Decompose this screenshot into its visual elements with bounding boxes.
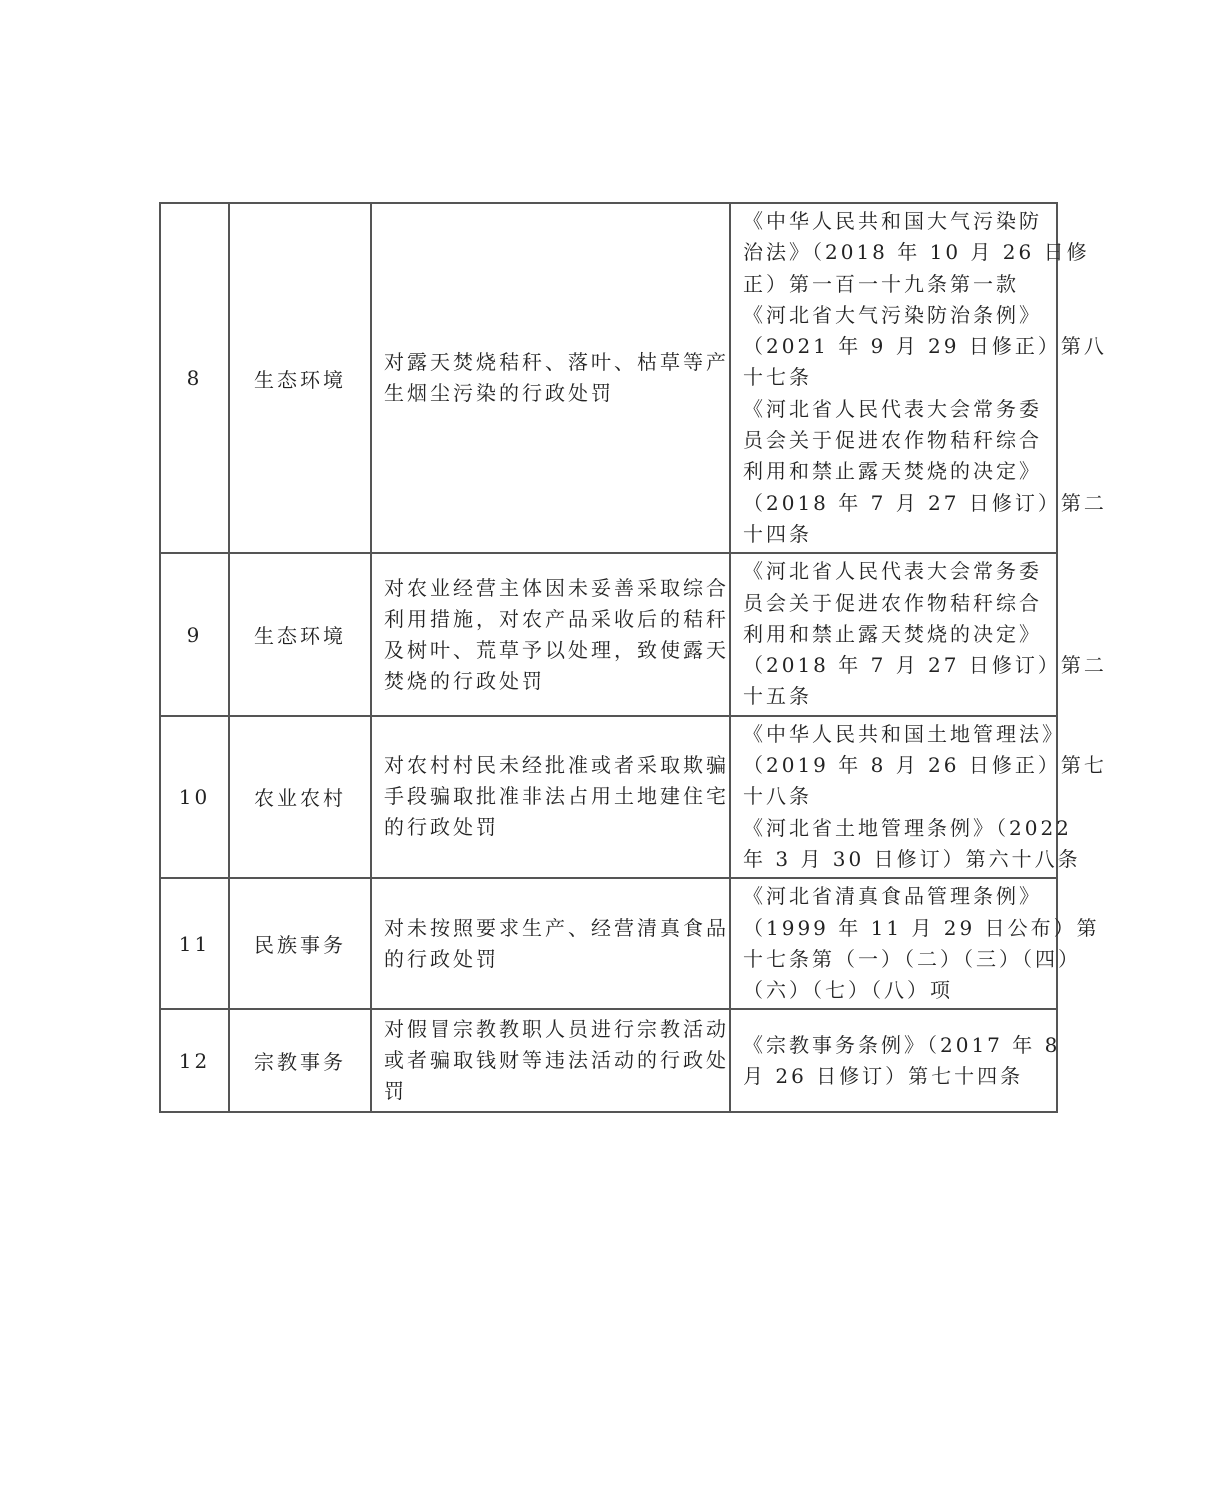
description-line: 的行政处罚	[384, 946, 499, 971]
row-number: 12	[160, 1009, 229, 1112]
legal-basis-cell	[730, 878, 1100, 1009]
legal-basis-cell	[730, 553, 1107, 715]
description-line: 及树叶、荒草予以处理，致使露天	[384, 637, 729, 662]
row-number: 8	[160, 203, 229, 553]
basis-line: 利用和禁止露天焚烧的决定》	[743, 459, 1042, 484]
row-number: 9	[160, 553, 229, 715]
description-cell	[371, 878, 730, 1009]
description-line: 对农村村民未经批准或者采取欺骗	[384, 753, 729, 778]
basis-line: （2018 年 7 月 27 日修订）第二	[743, 490, 1107, 515]
basis-line: （2019 年 8 月 26 日修正）第七	[743, 753, 1107, 778]
legal-basis-cell	[730, 716, 1107, 878]
basis-line: 《宗教事务条例》（2017 年 8	[743, 1032, 1061, 1057]
basis-line: 利用和禁止露天焚烧的决定》	[743, 621, 1042, 646]
description-line: 的行政处罚	[384, 815, 499, 840]
description-cell	[371, 1009, 730, 1112]
category-cell: 生态环境	[229, 553, 371, 715]
category-cell: 生态环境	[229, 203, 371, 553]
basis-line: 十七条第（一）（二）（三）（四）	[743, 946, 1081, 971]
basis-line: 十四条	[743, 521, 812, 546]
basis-line: （六）（七）（八）项	[743, 978, 953, 1003]
table-row	[160, 878, 1057, 1009]
description-line: 手段骗取批准非法占用土地建住宅	[384, 784, 729, 809]
basis-line: 《中华人民共和国土地管理法》	[743, 721, 1065, 746]
penalty-table	[159, 202, 1107, 1113]
basis-line: 《河北省清真食品管理条例》	[743, 884, 1042, 909]
basis-line: 十八条	[743, 784, 812, 809]
description-line: 对农业经营主体因未妥善采取综合	[384, 575, 729, 600]
description-line: 利用措施，对农产品采收后的秸秆	[384, 606, 729, 631]
description-line: 罚	[384, 1079, 407, 1104]
row-number: 11	[160, 878, 229, 1009]
description-line: 对假冒宗教教职人员进行宗教活动	[384, 1017, 729, 1042]
category-cell: 民族事务	[229, 878, 371, 1009]
description-line: 生烟尘污染的行政处罚	[384, 381, 614, 406]
table-row	[160, 203, 1057, 553]
description-cell	[371, 553, 730, 715]
basis-line: 《河北省土地管理条例》（2022	[743, 815, 1072, 840]
legal-basis-cell	[730, 1009, 1061, 1112]
basis-line: 十五条	[743, 684, 812, 709]
description-line: 或者骗取钱财等违法活动的行政处	[384, 1048, 729, 1073]
description-line: 焚烧的行政处罚	[384, 668, 545, 693]
category-cell: 宗教事务	[229, 1009, 371, 1112]
basis-line: （2018 年 7 月 27 日修订）第二	[743, 653, 1107, 678]
basis-line: 年 3 月 30 日修订）第六十八条	[743, 846, 1081, 871]
description-line: 对未按照要求生产、经营清真食品	[384, 915, 729, 940]
basis-line: 正）第一百一十九条第一款	[743, 271, 1019, 296]
basis-line: 月 26 日修订）第七十四条	[743, 1063, 1024, 1088]
description-cell	[371, 716, 730, 878]
row-number: 10	[160, 716, 229, 878]
basis-line: 治法》（2018 年 10 月 26 日修	[743, 240, 1090, 265]
table-row	[160, 716, 1057, 878]
category-cell: 农业农村	[229, 716, 371, 878]
legal-basis-cell	[730, 203, 1107, 553]
basis-line: 《河北省大气污染防治条例》	[743, 302, 1042, 327]
basis-line: 《河北省人民代表大会常务委	[743, 396, 1042, 421]
basis-line: 《河北省人民代表大会常务委	[743, 559, 1042, 584]
table-row	[160, 553, 1057, 715]
basis-line: 《中华人民共和国大气污染防	[743, 209, 1042, 233]
basis-line: 十七条	[743, 365, 812, 390]
basis-line: （2021 年 9 月 29 日修正）第八	[743, 334, 1107, 359]
basis-line: 员会关于促进农作物秸秆综合	[743, 590, 1042, 615]
table-row	[160, 1009, 1057, 1112]
description-line: 对露天焚烧秸秆、落叶、枯草等产	[384, 350, 729, 375]
description-cell	[371, 203, 730, 553]
basis-line: （1999 年 11 月 29 日公布）第	[743, 915, 1100, 940]
basis-line: 员会关于促进农作物秸秆综合	[743, 428, 1042, 453]
